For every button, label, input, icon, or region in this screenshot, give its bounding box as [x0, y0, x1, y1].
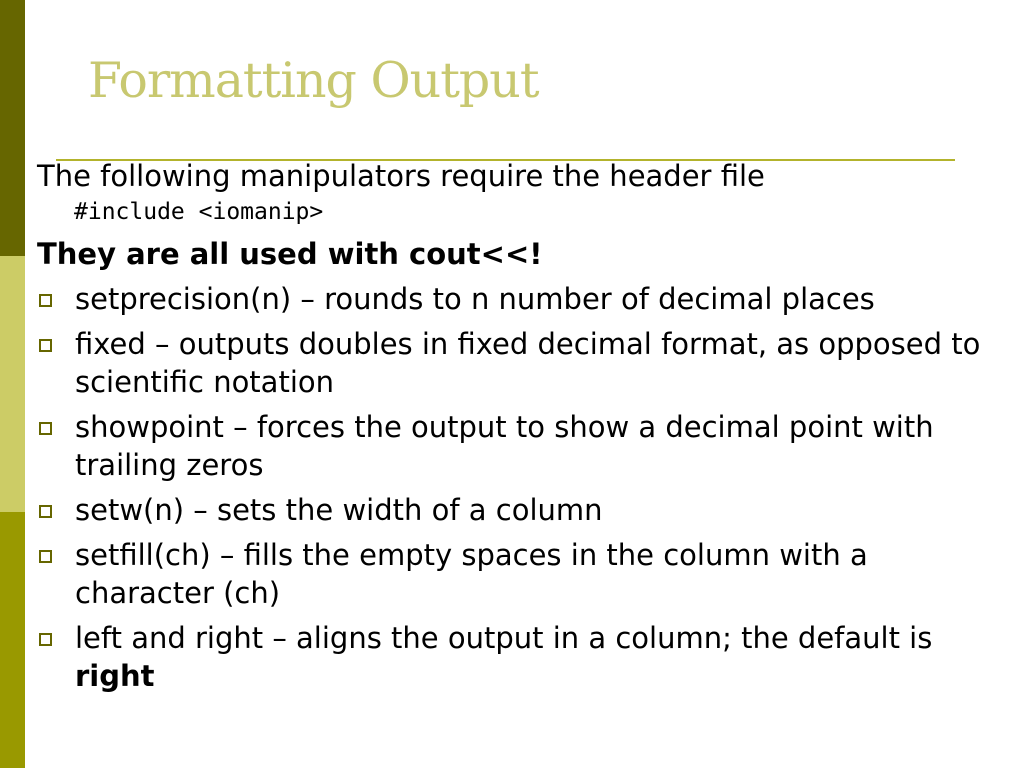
list-item — [37, 408, 997, 484]
list-item-text: showpoint – forces the output to show a decimal point with trailing zeros — [75, 410, 934, 482]
side-bar-middle — [0, 256, 25, 512]
hollow-square-icon — [39, 294, 52, 307]
include-directive: #include <iomanip> — [74, 199, 324, 225]
list-item — [37, 491, 997, 529]
list-item — [37, 325, 997, 401]
manipulator-list — [37, 280, 997, 695]
hollow-square-icon — [39, 633, 52, 646]
default-alignment-value: right — [75, 659, 155, 693]
slide-body — [37, 157, 997, 702]
list-item-text: setw(n) – sets the width of a column — [75, 493, 603, 527]
intro-paragraph — [37, 157, 997, 229]
list-item-text: setprecision(n) – rounds to n number of decimal places — [75, 282, 875, 316]
list-item-text: fixed – outputs doubles in fixed decimal format, as opposed to scientific notation — [75, 327, 981, 399]
hollow-square-icon — [39, 505, 52, 518]
side-bar-bottom — [0, 512, 25, 768]
side-bar-top — [0, 0, 25, 256]
emphasis-line: They are all used with cout<<! — [37, 237, 543, 271]
hollow-square-icon — [39, 550, 52, 563]
hollow-square-icon — [39, 422, 52, 435]
hollow-square-icon — [39, 339, 52, 352]
list-item — [37, 536, 997, 612]
intro-text: The following manipulators require the header file — [37, 159, 765, 193]
list-item-text: setfill(ch) – fills the empty spaces in the column with a character (ch) — [75, 538, 868, 610]
list-item — [37, 280, 997, 318]
list-item — [37, 619, 997, 695]
slide-title: Formatting Output — [88, 52, 539, 109]
list-item-text: left and right – aligns the output in a column; the default is — [75, 621, 933, 655]
